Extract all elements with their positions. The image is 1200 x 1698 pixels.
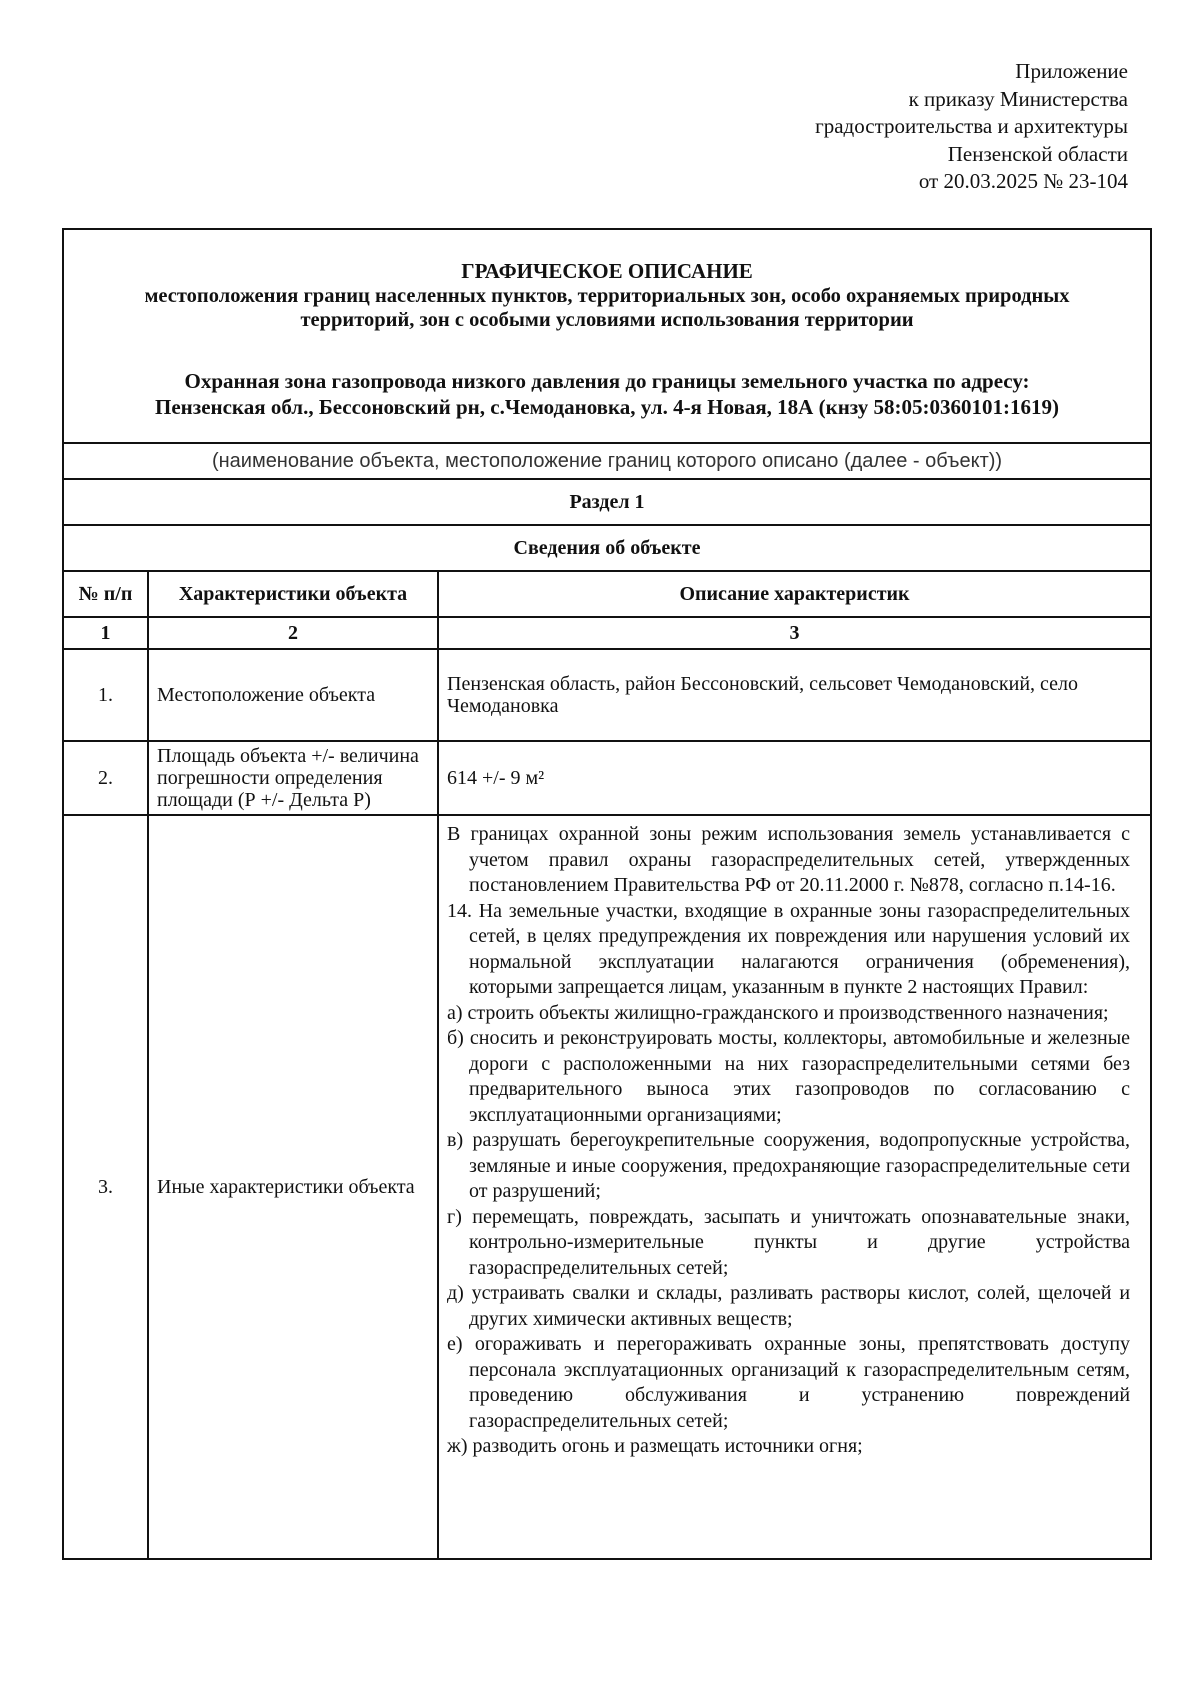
appendix-line: к приказу Министерства xyxy=(908,86,1128,111)
object-name-line: Пензенская обл., Бессоновский рн, с.Чемодановка, ул. 4-я Новая, 18А (кнзу 58:05:0360101:1619) xyxy=(155,394,1060,419)
rules-paragraph: д) устраивать свалки и склады, разливать растворы кислот, солей, щелочей и других химически активных веществ; xyxy=(447,1282,1131,1330)
appendix-line: Пензенской области xyxy=(947,141,1128,166)
table-row xyxy=(63,649,1151,741)
table-row xyxy=(63,741,1151,815)
description-table xyxy=(62,228,1152,1560)
row-value: Пензенская область, район Бессоновский, сельсовет Чемодановский, село Чемодановка xyxy=(438,649,1151,741)
row-label: Местоположение объекта xyxy=(148,649,438,741)
column-number-row xyxy=(63,617,1151,649)
rules-paragraph: в) разрушать берегоукрепительные сооружения, водопропускные устройства, земляные и иные сооружения, предохраняющие газораспределительные сети от разрушений; xyxy=(447,1129,1131,1202)
document-subtitle: местоположения границ населенных пунктов, территориальных зон, особо охраняемых природных территорий, зон с особыми условиями использования территории xyxy=(144,284,1070,331)
column-number: 3 xyxy=(438,617,1151,649)
row-value-rules xyxy=(438,815,1151,1559)
appendix-block xyxy=(815,58,1128,196)
table-row xyxy=(63,815,1151,1559)
object-name-line: Охранная зона газопровода низкого давления до границы земельного участка по адресу: xyxy=(184,368,1030,393)
rules-paragraph: а) строить объекты жилищно-гражданского и производственного назначения; xyxy=(447,1001,1109,1024)
column-header: № п/п xyxy=(63,571,148,617)
section-title: Раздел 1 xyxy=(63,479,1151,525)
rules-paragraph: ж) разводить огонь и размещать источники огня; xyxy=(447,1435,863,1457)
row-number: 3. xyxy=(63,815,148,1559)
row-value: 614 +/- 9 м² xyxy=(438,741,1151,815)
object-caption: (наименование объекта, местоположение границ которого описано (далее - объект)) xyxy=(63,443,1151,479)
rules-paragraph: 14. На земельные участки, входящие в охранные зоны газораспределительных сетей, в целях предупреждения их повреждения или нарушения условий их нормальной эксплуатации налагаются ограничения (обременения), которыми запрещается лицам, указанным в пункте 2 настоящих Правил: xyxy=(447,899,1131,998)
row-label: Иные характеристики объекта xyxy=(148,815,438,1559)
row-label: Площадь объекта +/- величина погрешности определения площади (Р +/- Дельта Р) xyxy=(148,741,438,815)
column-header: Описание характеристик xyxy=(438,571,1151,617)
rules-paragraph: б) сносить и реконструировать мосты, коллекторы, автомобильные и железные дороги с расположенными на них газораспределительными сетями без предварительного выноса этих газопроводов по согласованию с эксплуатационными организациями; xyxy=(447,1027,1131,1126)
title-block xyxy=(63,229,1151,443)
column-number: 2 xyxy=(148,617,438,649)
rules-paragraph: В границах охранной зоны режим использования земель устанавливается с учетом правил охраны газораспределительных сетей, утвержденных постановлением Правительства РФ от 20.11.2000 г. №878, согласно п.14-16. xyxy=(447,823,1131,896)
document-title: ГРАФИЧЕСКОЕ ОПИСАНИЕ xyxy=(461,258,753,283)
rules-paragraph: е) огораживать и перегораживать охранные зоны, препятствовать доступу персонала эксплуатационных организаций к газораспределительным сетям, проведению обслуживания и устранению повреждений газораспределительных сетей; xyxy=(447,1333,1131,1432)
section-subtitle: Сведения об объекте xyxy=(63,525,1151,571)
object-name xyxy=(64,368,1150,420)
appendix-line: Приложение xyxy=(1015,59,1128,83)
appendix-line: от 20.03.2025 № 23-104 xyxy=(918,169,1128,193)
column-number: 1 xyxy=(63,617,148,649)
rules-paragraph: г) перемещать, повреждать, засыпать и уничтожать опознавательные знаки, контрольно-измерительные пункты и другие устройства газораспределительных сетей; xyxy=(447,1205,1131,1279)
column-header: Характеристики объекта xyxy=(148,571,438,617)
appendix-line: градостроительства и архитектуры xyxy=(815,114,1128,138)
header-row xyxy=(63,571,1151,617)
row-number: 1. xyxy=(63,649,148,741)
row-number: 2. xyxy=(63,741,148,815)
